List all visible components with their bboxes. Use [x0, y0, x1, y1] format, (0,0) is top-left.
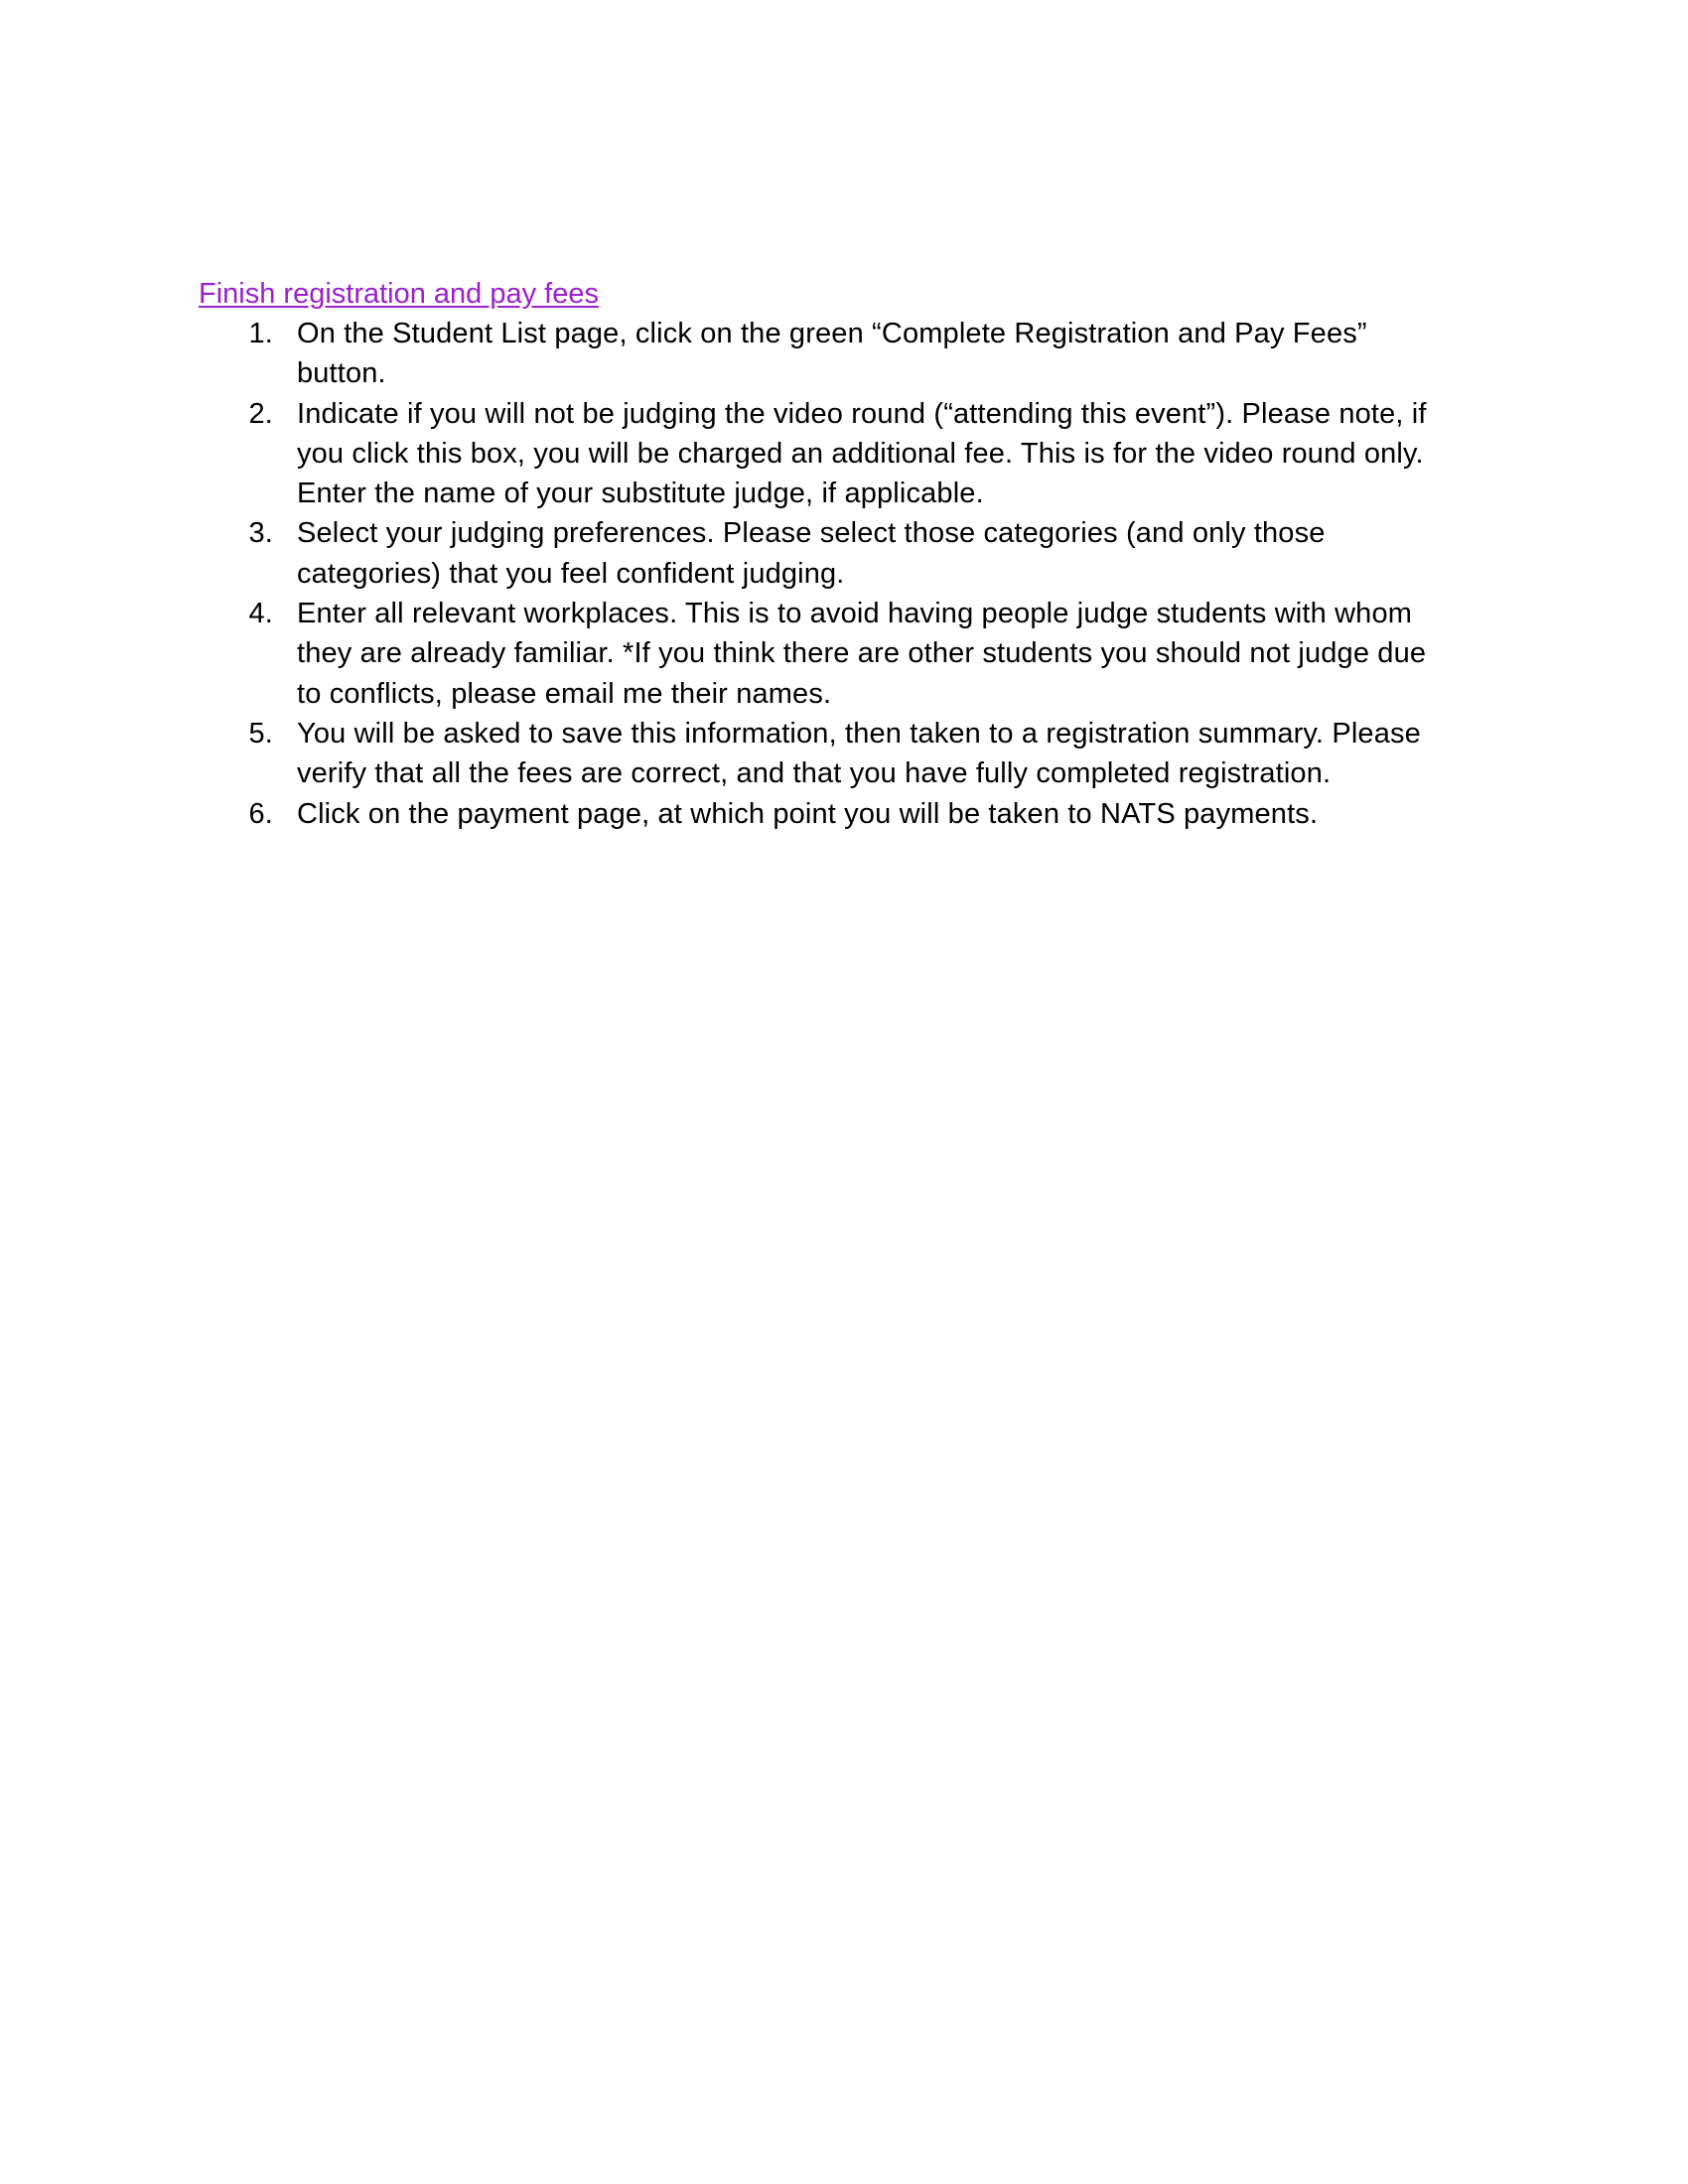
step-text: Select your judging preferences. Please select those categories (and only those categories) that you feel confident judging. [297, 517, 1326, 590]
step-text: Enter all relevant workplaces. This is to avoid having people judge students with whom they are already familiar. *If you think there are other students you should not judge due to conflicts, please email me their names. [297, 598, 1427, 710]
list-item [199, 394, 1489, 514]
step-text: Indicate if you will not be judging the video round (“attending this event”). Please note, if you click this box, you will be charged an additional fee. This is for the video round only. Enter the name of your substitute judge, if applicable. [297, 397, 1427, 510]
list-item [199, 714, 1489, 794]
list-item [199, 314, 1489, 394]
list-item [199, 794, 1489, 834]
list-item [199, 594, 1489, 714]
list-item [199, 513, 1489, 594]
step-text: On the Student List page, click on the green “Complete Registration and Pay Fees” button. [297, 318, 1367, 390]
document-content [199, 274, 1489, 834]
steps-list [199, 314, 1489, 834]
step-number: 5. [248, 717, 273, 750]
step-number: 1. [248, 318, 273, 349]
step-text: You will be asked to save this information, then taken to a registration summary. Please verify that all the fees are correct, and that you have fully completed registration. [297, 717, 1421, 790]
step-number: 2. [248, 397, 273, 430]
step-number: 4. [248, 598, 273, 630]
step-number: 6. [248, 797, 273, 830]
step-number: 3. [248, 517, 273, 550]
section-title-link[interactable]: Finish registration and pay fees [199, 278, 599, 310]
step-text: Click on the payment page, at which point you will be taken to NATS payments. [297, 797, 1319, 830]
